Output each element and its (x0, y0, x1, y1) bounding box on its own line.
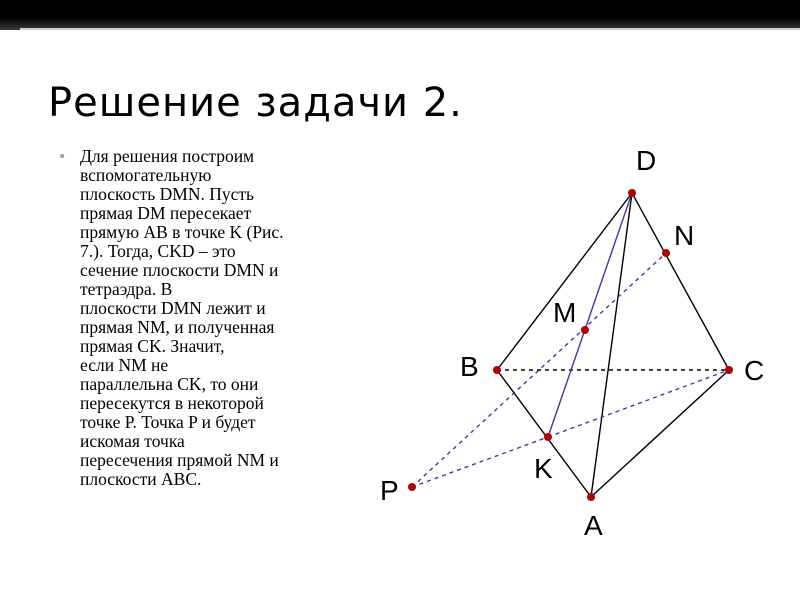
point-a (587, 493, 595, 501)
point-label-b: B (460, 351, 479, 382)
point-label-k: K (534, 453, 553, 484)
edge-ac (591, 370, 729, 497)
point-label-d: D (636, 145, 657, 176)
point-label-p: P (380, 475, 399, 506)
point-label-n: N (674, 220, 695, 251)
bullet-line: 7.). Тогда, CKD – это (80, 241, 236, 261)
bullet-line: плоскости ABC. (80, 469, 202, 489)
bullet-line: плоскости DMN лежит и (80, 298, 266, 318)
bullet-line: пересекутся в некоторой (80, 393, 264, 413)
bullet-line: прямая CK. Значит, (80, 336, 225, 356)
bullet-line: прямую AB в точке K (Рис. (80, 222, 284, 242)
bullet-line: искомая точка (80, 431, 185, 451)
bullet-line: прямая NM, и полученная (80, 317, 275, 337)
bullet-line: параллельна CK, то они (80, 374, 259, 394)
line-kc (548, 370, 729, 437)
point-c (725, 366, 733, 374)
point-label-m: M (553, 297, 577, 328)
bullet-line: Для решения построим (80, 146, 255, 166)
point-m (581, 326, 589, 334)
slide-title: Решение задачи 2. (48, 80, 463, 126)
point-k (544, 433, 552, 441)
line-pk (412, 437, 548, 487)
bullet-line: если NM не (80, 355, 169, 375)
bullet-line: прямая DM пересекает (80, 203, 252, 223)
bullet-line: точке P. Точка P и будет (80, 412, 256, 432)
point-d (628, 189, 636, 197)
diagram-labels (380, 145, 764, 541)
bullet-line: тетраэдра. В (80, 279, 173, 299)
point-label-c: C (744, 355, 765, 386)
bullet-line: вспомогательную (80, 165, 212, 185)
point-n (662, 249, 670, 257)
point-label-a: A (584, 510, 603, 541)
bullet-line: плоскость DMN. Пусть (80, 184, 254, 204)
point-p (408, 483, 416, 491)
bullet-line: пересечения прямой NM и (80, 450, 279, 470)
point-b (493, 366, 501, 374)
bullet-line: сечение плоскости DMN и (80, 260, 279, 280)
bullet-icon: • (58, 149, 67, 165)
